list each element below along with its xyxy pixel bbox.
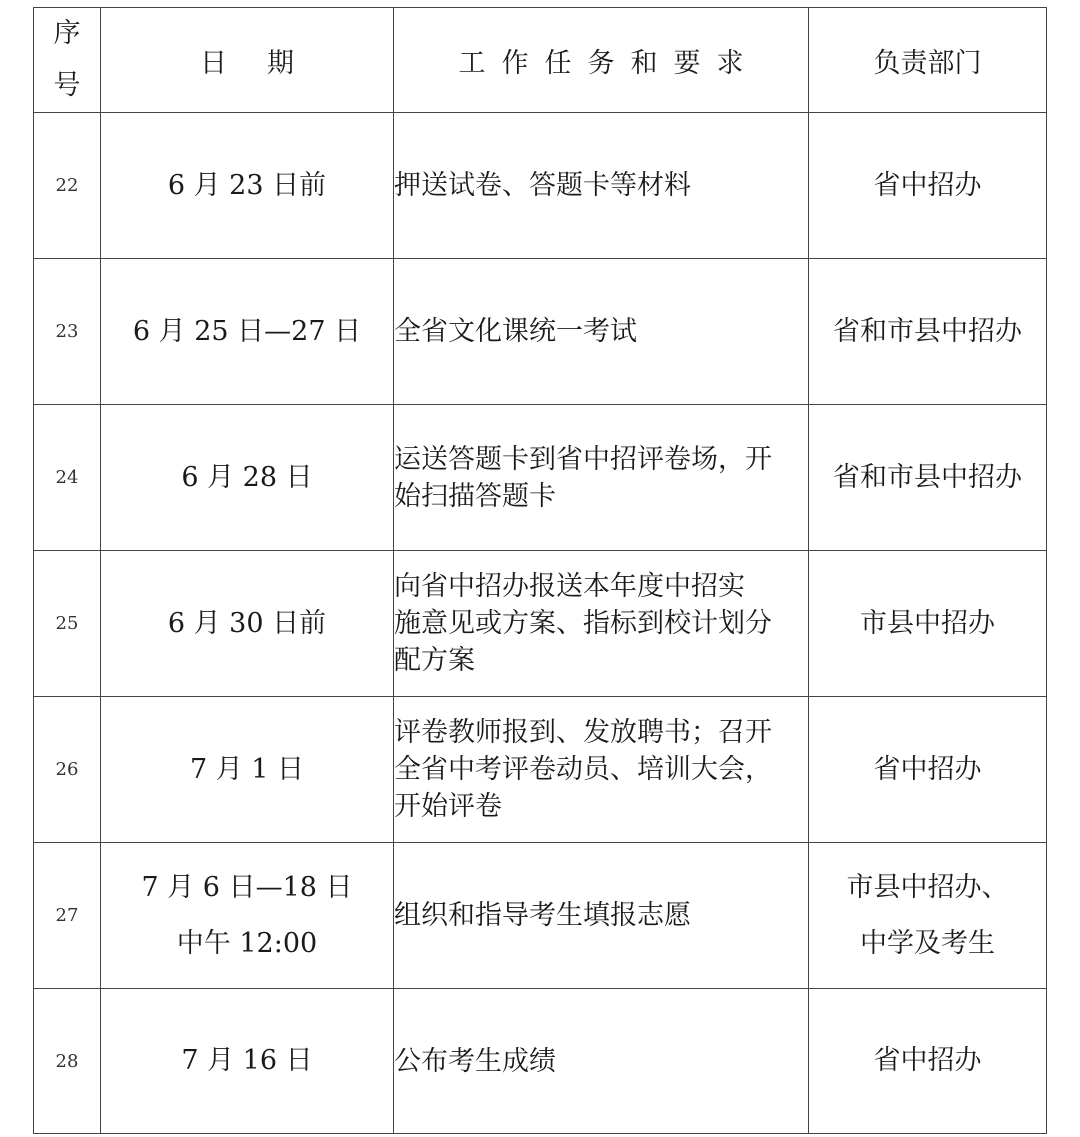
department-cell [809,843,1047,989]
row-number-cell: 25 [34,551,101,697]
table-row [34,405,1047,551]
department-line: 省中招办 [873,753,982,785]
task-line: 组织和指导考生填报志愿 [394,900,691,931]
task-line: 开始评卷 [394,791,502,822]
header-dept-label: 负责部门 [873,47,982,79]
table-row [34,551,1047,697]
department-cell [809,551,1047,697]
date-cell [101,551,394,697]
table-row [34,843,1047,989]
task-line: 施意见或方案、指标到校计划分 [394,608,772,639]
department-line: 省中招办 [873,169,982,201]
date-line: 6 月 25 日—27 日 [132,315,362,347]
task-line: 押送试卷、答题卡等材料 [394,170,691,201]
task-cell [394,259,809,405]
row-number-cell: 22 [34,113,101,259]
department-line: 中学及考生 [860,927,995,959]
row-number-cell: 27 [34,843,101,989]
department-cell [809,989,1047,1134]
table-row [34,113,1047,259]
date-cell [101,989,394,1134]
date-line: 中午 12:00 [176,927,318,959]
department-line: 省和市县中招办 [833,461,1022,493]
task-cell [394,697,809,843]
task-line: 评卷教师报到、发放聘书；召开 [394,717,772,748]
task-line: 配方案 [394,645,475,676]
row-number-cell: 28 [34,989,101,1134]
row-number-cell: 26 [34,697,101,843]
department-line: 省中招办 [873,1045,982,1076]
task-line: 始扫描答题卡 [394,480,556,512]
task-cell [394,405,809,551]
date-cell [101,843,394,989]
department-line: 市县中招办 [860,607,995,639]
department-line: 市县中招办、 [846,871,1009,903]
department-cell [809,113,1047,259]
date-cell [101,259,394,405]
date-line: 6 月 23 日前 [167,169,327,201]
department-cell [809,697,1047,843]
table-row [34,259,1047,405]
header-date [101,8,394,113]
date-line: 7 月 6 日—18 日 [141,871,353,903]
date-cell [101,405,394,551]
date-line: 7 月 16 日 [181,1045,313,1076]
date-cell [101,113,394,259]
header-task [394,8,809,113]
header-no-line2: 号 [53,70,81,101]
table-header-row [34,8,1047,113]
department-cell [809,259,1047,405]
task-line: 向省中招办报送本年度中招实 [394,571,745,602]
header-dept [809,8,1047,113]
table-row [34,697,1047,843]
task-cell [394,989,809,1134]
task-line: 运送答题卡到省中招评卷场，开 [394,443,772,475]
row-number-cell: 23 [34,259,101,405]
table-body [34,113,1047,1134]
task-line: 公布考生成绩 [394,1045,556,1077]
header-date-label: 日期 [200,47,334,79]
date-line: 6 月 30 日前 [167,607,327,639]
header-no-line1: 序 [53,18,81,49]
header-no [34,8,101,113]
date-line: 6 月 28 日 [181,461,313,493]
date-cell [101,697,394,843]
department-line: 省和市县中招办 [833,315,1022,347]
task-cell [394,843,809,989]
task-cell [394,551,809,697]
task-cell [394,113,809,259]
header-task-label: 工作任务和要求 [458,47,760,79]
date-line: 7 月 1 日 [189,753,305,785]
schedule-table [33,7,1047,1134]
task-line: 全省中考评卷动员、培训大会， [394,754,772,785]
row-number-cell: 24 [34,405,101,551]
task-line: 全省文化课统一考试 [394,316,637,347]
department-cell [809,405,1047,551]
table-row [34,989,1047,1134]
